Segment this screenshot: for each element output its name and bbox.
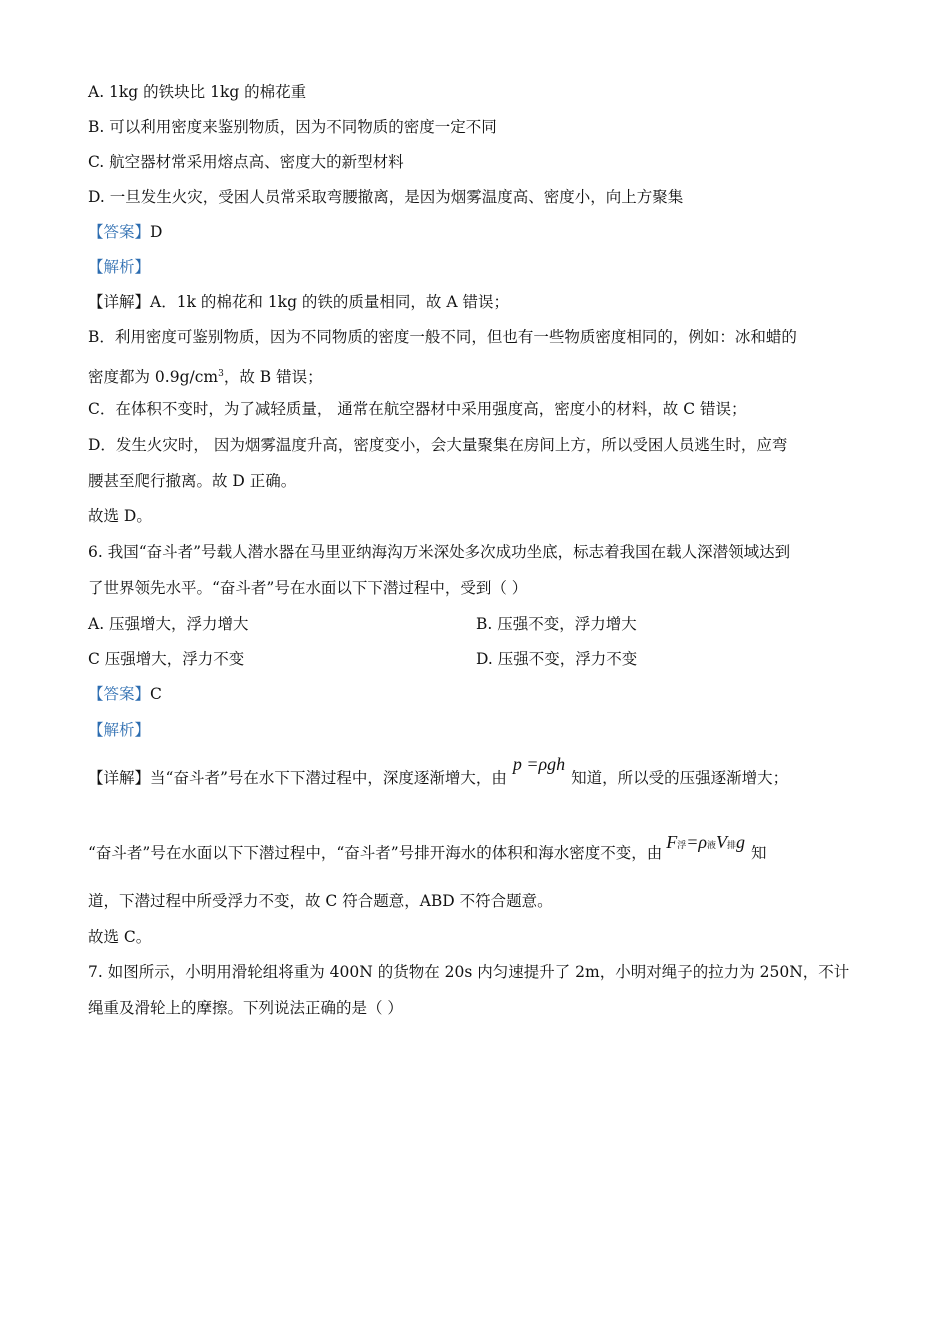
answer-value: C [150, 685, 162, 703]
q5-detail-a [88, 292, 509, 312]
buoyancy-formula [662, 832, 751, 855]
detail-text: 知 [751, 844, 767, 862]
q7-stem-line1: 7. 如图所示，小明用滑轮组将重为 400N 的货物在 20s 内匀速提升了 2m，小明对绳子的拉力为 250N，不计 [88, 963, 850, 981]
q5-detail-d2: 腰甚至爬行撤离。故 D 正确。 [88, 472, 297, 490]
q6-option-c: C 压强增大，浮力不变 [88, 650, 245, 668]
q6-analysis-label: 【解析】 [88, 721, 151, 739]
q5-option-b: B. 可以利用密度来鉴别物质，因为不同物质的密度一定不同 [88, 118, 497, 136]
q5-analysis-label: 【解析】 [88, 258, 151, 276]
q6-detail-line2 [88, 832, 767, 865]
formula-subscript: 浮 [677, 840, 687, 850]
detail-text: A．1k 的棉花和 1kg 的铁的质量相同，故 A 错误； [150, 293, 509, 311]
q7-stem-line2: 绳重及滑轮上的摩擦。下列说法正确的是（ ） [88, 999, 403, 1017]
q6-option-d: D. 压强不变，浮力不变 [476, 650, 638, 668]
formula-subscript: 液 [707, 840, 717, 850]
formula-part: =ρ [686, 832, 708, 852]
detail-text: ，故 B 错误； [223, 368, 323, 387]
q5-detail-b1: B．利用密度可鉴别物质，因为不同物质的密度一般不同，但也有一些物质密度相同的，例如：冰和蜡的 [88, 328, 797, 346]
detail-text: 知道，所以受的压强逐渐增大； [571, 769, 789, 787]
q5-detail-c: C．在体积不变时，为了减轻质量， 通常在航空器材中采用强度高，密度小的材料，故 C 错误； [88, 400, 747, 418]
q6-option-a: A. 压强增大，浮力增大 [88, 615, 249, 633]
formula-part: F [666, 832, 678, 852]
detail-text: 密度都为 0.9g/cm [88, 368, 219, 387]
q5-option-c: C. 航空器材常采用熔点高、密度大的新型材料 [88, 153, 404, 171]
answer-value: D [150, 223, 163, 241]
q6-stem-line1: 6. 我国“奋斗者”号载人潜水器在马里亚纳海沟万米深处多次成功坐底，标志着我国在载人深潜领域达到 [88, 543, 791, 561]
formula-part: V [716, 832, 728, 852]
q5-detail-d1: D．发生火灾时， 因为烟雾温度升高，密度变小，会大量聚集在房间上方，所以受困人员逃生时，应弯 [88, 436, 788, 454]
detail-label: 【详解】 [88, 769, 151, 787]
answer-label: 【答案】 [88, 685, 151, 703]
formula-subscript: 排 [727, 840, 737, 850]
detail-text: 当“奋斗者”号在水下下潜过程中，深度逐渐增大，由 [150, 769, 507, 787]
q6-detail-line3: 道，下潜过程中所受浮力不变，故 C 符合题意，ABD 不符合题意。 [88, 892, 553, 910]
formula-part: g [736, 832, 746, 852]
q6-detail-line1 [88, 754, 789, 788]
q5-option-a: A. 1kg 的铁块比 1kg 的棉花重 [88, 83, 307, 101]
q6-stem-line2: 了世界领先水平。“奋斗者”号在水面以下下潜过程中，受到（ ） [88, 579, 528, 597]
q5-detail-b2 [88, 364, 323, 387]
q6-conclusion: 故选 C。 [88, 928, 152, 946]
q5-conclusion: 故选 D。 [88, 507, 152, 525]
q6-option-b: B. 压强不变，浮力增大 [476, 615, 637, 633]
q5-answer [88, 222, 162, 242]
q5-option-d: D. 一旦发生火灾，受困人员常采取弯腰撤离，是因为烟雾温度高、密度小，向上方聚集 [88, 188, 684, 206]
detail-label: 【详解】 [88, 293, 151, 311]
q6-answer [88, 684, 162, 704]
pressure-formula: p =ρgh [512, 754, 566, 774]
superscript: 3 [218, 369, 224, 379]
detail-text: “奋斗者”号在水面以下下潜过程中，“奋斗者”号排开海水的体积和海水密度不变，由 [88, 844, 663, 862]
answer-label: 【答案】 [88, 223, 151, 241]
